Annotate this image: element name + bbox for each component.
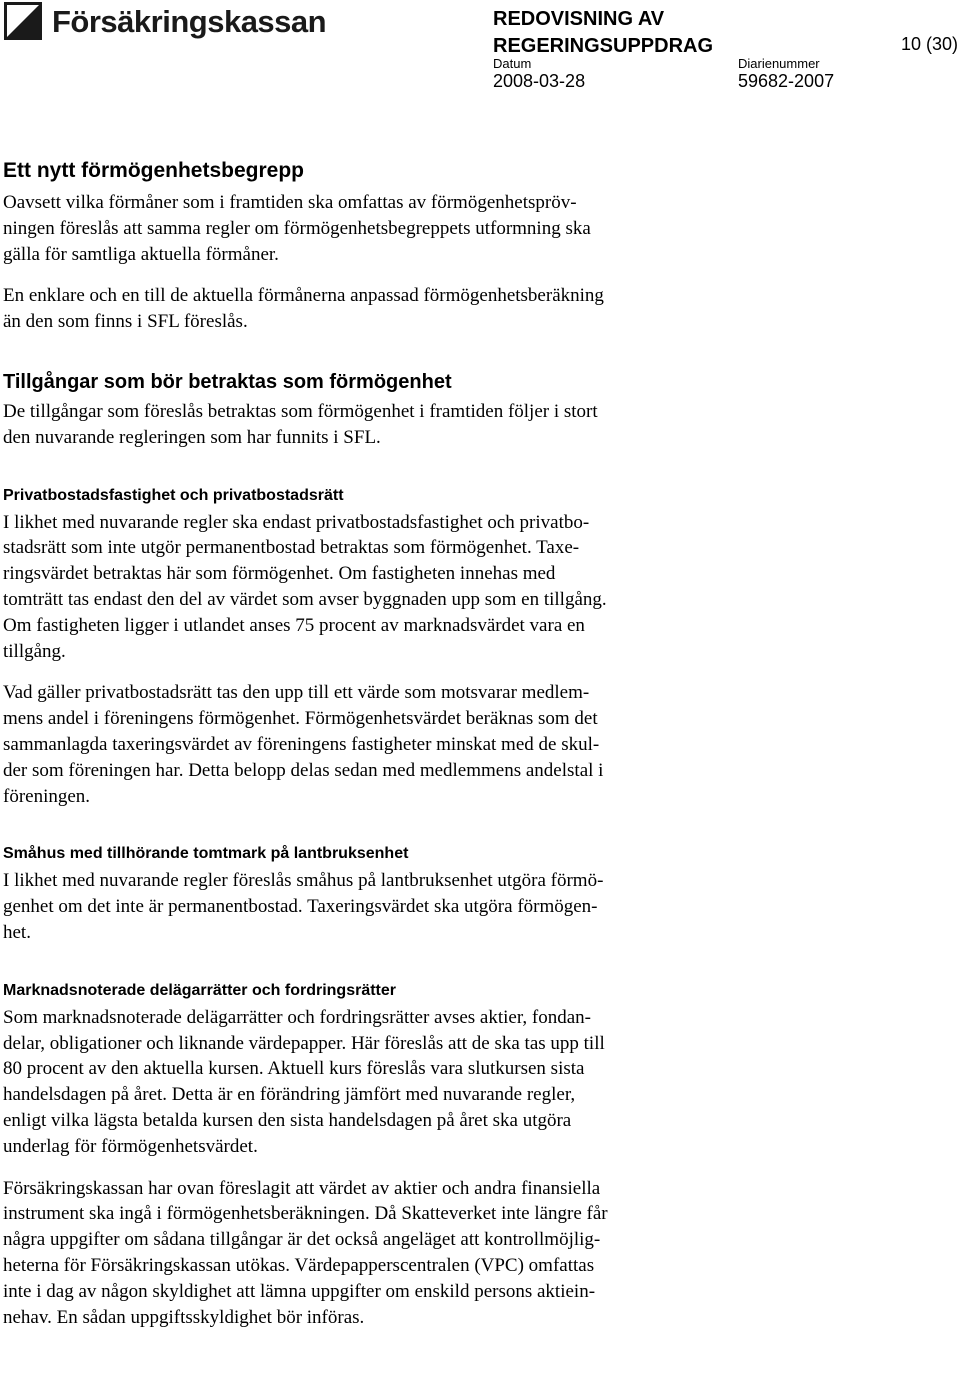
subsection-heading: Privatbostadsfastighet och privatbostadsrätt: [3, 486, 344, 504]
paragraph: I likhet med nuvarande regler ska endast privatbostadsfastighet och privatbo- stadsrätt som inte utgör permanentbostad betraktas som förmögenhet. Taxe- ringsvärdet betraktas här som förmögenhet. Om fastigheten innehas med tomträtt tas endast den del av värdet som avser byggnaden upp som en tillgång. Om fastigheten ligger i utlandet anses 75 procent av marknadsvärdet vara en tillgång.: [3, 511, 607, 662]
document-body: [3, 150, 743, 1330]
document-type-line-1: REDOVISNING AV: [493, 8, 665, 30]
logo: [4, 2, 326, 40]
paragraph: En enklare och en till de aktuella förmånerna anpassad förmögenhetsberäkning än den som finns i SFL föreslås.: [3, 285, 604, 333]
subsection-heading: Marknadsnoterade delägarrätter och fordringsrätter: [3, 981, 396, 999]
diary-number-label: Diarienummer: [738, 56, 820, 71]
paragraph: Som marknadsnoterade delägarrätter och fordringsrätter avses aktier, fondan- delar, obligationer och liknande värdepapper. Här föreslås att de ska tas upp till 80 procent av den aktuella kursen. Aktuell kurs föreslås vara slutkursen sista handelsdagen på året. Detta är en förändring jämfört med nuvarande regler, enligt vilka lägsta betalda kursen den sista handelsdagen på året ska utgöra underlag för förmögenhetsvärdet.: [3, 1006, 605, 1157]
paragraph: I likhet med nuvarande regler föreslås småhus på lantbruksenhet utgöra förmö- genhet om det inte är permanentbostad. Taxeringsvärdet ska utgöra förmögen- het.: [3, 870, 604, 943]
logo-text: Försäkringskassan: [52, 3, 327, 39]
diary-number-value: 59682-2007: [738, 71, 835, 91]
subsection-heading: Småhus med tillhörande tomtmark på lantbruksenhet: [3, 845, 409, 863]
document-type-line-2: REGERINGSUPPDRAG: [493, 35, 714, 57]
date-label: Datum: [493, 56, 532, 71]
paragraph: Oavsett vilka förmåner som i framtiden ska omfattas av förmögenhetspröv- ningen föreslås att samma regler om förmögenhetsbegreppets utformning ska gälla för samtliga aktuella förmåner.: [3, 192, 591, 265]
forsakringskassan-logo-icon: [4, 2, 42, 40]
paragraph: De tillgångar som föreslås betraktas som förmögenhet i framtiden följer i stort den nuvarande regleringen som har funnits i SFL.: [3, 400, 598, 448]
section-heading: Ett nytt förmögenhetsbegrepp: [3, 159, 305, 182]
paragraph: Försäkringskassan har ovan föreslagit att värdet av aktier och andra finansiella instrument ska ingå i förmögenhetsberäkningen. Då Skatteverket inte längre får några uppgifter om sådana tillgångar är det också angeläget att kontrollmöjlig- heterna för Försäkringskassan utökas. Värdepapperscentralen (VPC) omfattas inte i dag av någon skyldighet att lämna uppgifter om enskild persons aktiein- nehav. En sådan uppgiftsskyldighet bör införas.: [3, 1177, 608, 1328]
document-type: [493, 6, 713, 60]
page-number: 10 (30): [900, 34, 958, 54]
paragraph: Vad gäller privatbostadsrätt tas den upp till ett värde som motsvarar medlem- mens andel i föreningens förmögenhet. Förmögenhetsvärdet beräknas som det sammanlagda taxeringsvärdet av föreningens fastigheter minskat med de skul- der som föreningen har. Detta belopp delas sedan med medlemmens andelstal i föreningen.: [3, 682, 604, 807]
date-value: 2008-03-28: [493, 71, 586, 91]
subsection-heading: Tillgångar som bör betraktas som förmögenhet: [3, 370, 452, 393]
